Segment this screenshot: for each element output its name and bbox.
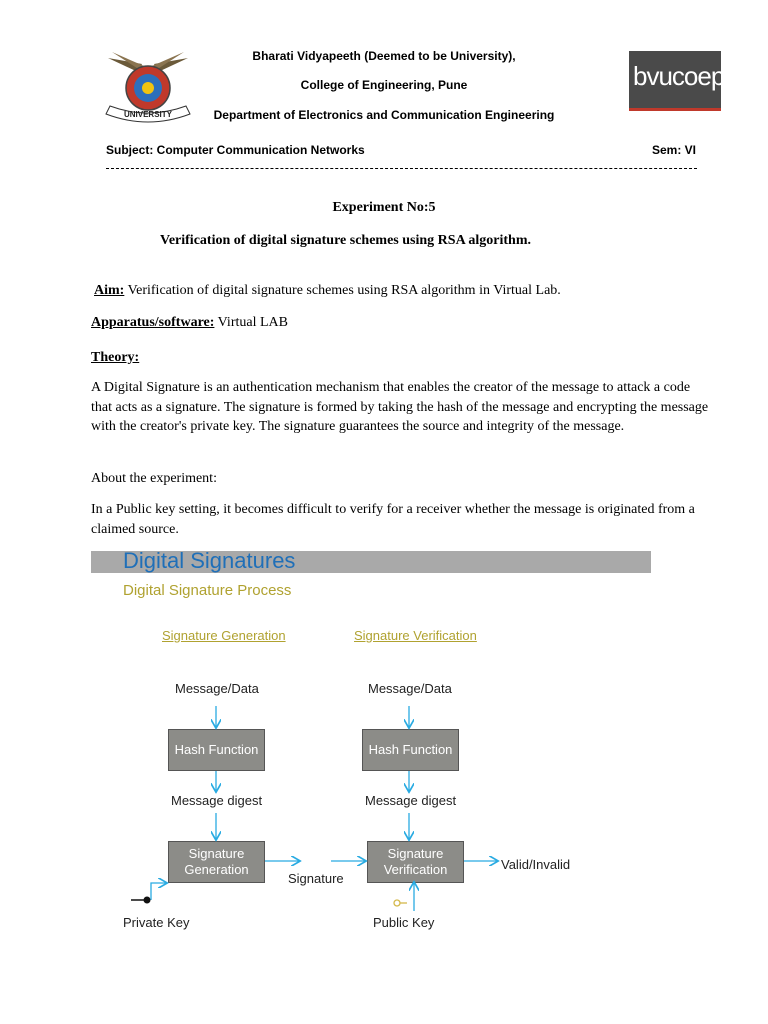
diagram-title: Digital Signatures: [123, 548, 296, 573]
ver-hash-box: Hash Function: [362, 729, 459, 771]
semester-label: Sem: VI: [652, 143, 697, 157]
gen-message-label: Message/Data: [175, 681, 259, 696]
private-key-icon: [131, 897, 151, 904]
experiment-title: Verification of digital signature schemes using RSA algorithm.: [160, 233, 532, 248]
ver-digest-label: Message digest: [365, 793, 457, 808]
university-logo-text: UNIVERSITY: [123, 110, 173, 119]
aim-label: Aim:: [94, 283, 125, 298]
subject-label: Subject: Computer Communication Networks: [106, 143, 365, 157]
generation-heading: Signature Generation: [162, 628, 286, 643]
public-key-paragraph: In a Public key setting, it becomes difficult to verify for a receiver whether the message is originated from a claimed source.: [91, 502, 695, 537]
verification-heading: Signature Verification: [354, 628, 477, 643]
header-college: College of Engineering, Pune: [300, 78, 468, 92]
header-divider: [106, 168, 697, 169]
about-experiment: About the experiment:: [91, 471, 217, 486]
public-key-icon: [394, 900, 407, 906]
experiment-number: Experiment No:5: [332, 200, 436, 215]
theory-paragraph: A Digital Signature is an authentication mechanism that enables the creator of the message to attack a code that acts as a signature. The signature is formed by taking the hash of the message and encrypting the message with the creator's private key. The signature guarantees the source and integrity of the message.: [91, 380, 709, 434]
theory-heading: Theory:: [91, 350, 140, 365]
signature-label: Signature: [288, 871, 344, 886]
public-key-label: Public Key: [373, 915, 435, 930]
signature-generation-box: Signature Generation: [168, 841, 265, 883]
header-university: Bharati Vidyapeeth (Deemed to be University),: [252, 49, 516, 63]
diagram-subtitle: Digital Signature Process: [123, 582, 292, 599]
valid-invalid-label: Valid/Invalid: [501, 857, 571, 872]
private-key-label: Private Key: [123, 915, 190, 930]
bvucoep-logo-text: bvucoep: [633, 61, 725, 91]
aim-text: Verification of digital signature schemes using RSA algorithm in Virtual Lab.: [124, 283, 561, 298]
apparatus-label: Apparatus/software:: [91, 315, 215, 330]
signature-verification-box: Signature Verification: [367, 841, 464, 883]
apparatus-paragraph: [91, 313, 711, 333]
header-department: Department of Electronics and Communication Engineering: [213, 108, 555, 122]
ver-message-label: Message/Data: [368, 681, 452, 696]
diagram-arrows: [91, 551, 651, 946]
aim-paragraph: [94, 281, 714, 301]
gen-hash-box: Hash Function: [168, 729, 265, 771]
digital-signature-diagram: [91, 548, 651, 946]
gen-digest-label: Message digest: [171, 793, 263, 808]
apparatus-text: Virtual LAB: [214, 315, 288, 330]
